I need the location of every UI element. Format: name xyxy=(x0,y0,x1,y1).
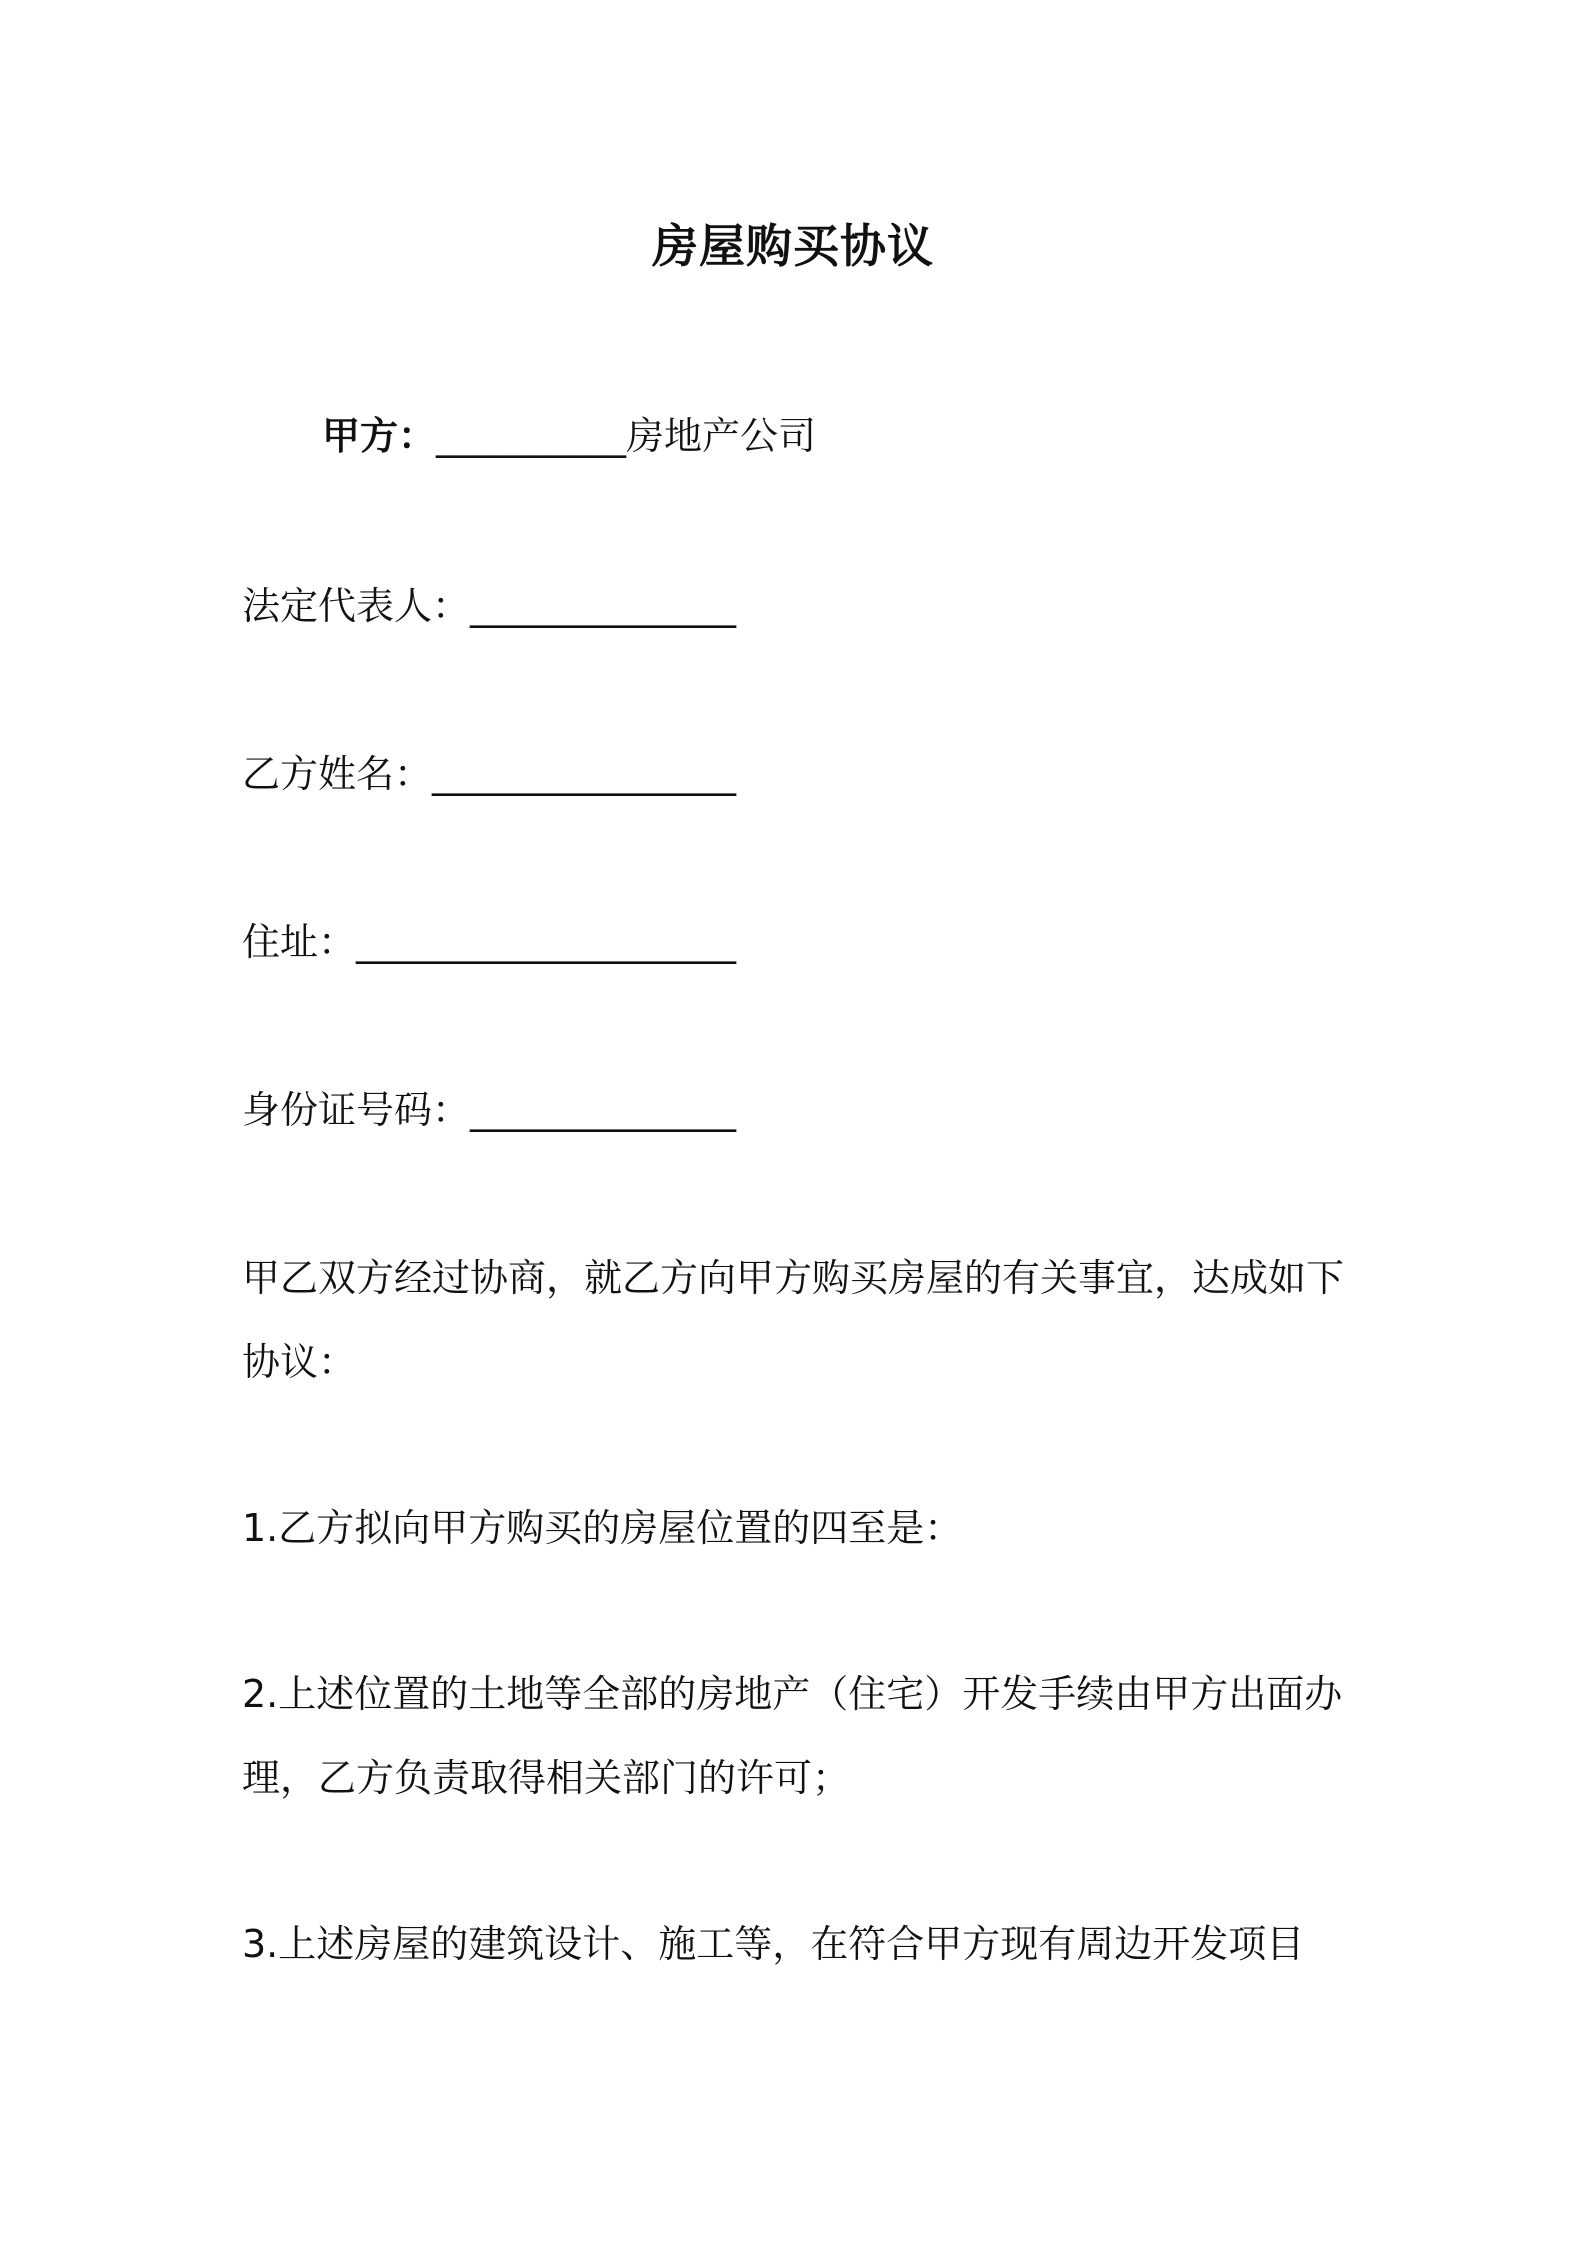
legal-rep-line xyxy=(242,582,736,630)
party-b-name-label: 乙方姓名： xyxy=(242,752,433,796)
address-label: 住址： xyxy=(242,920,357,964)
party-a-blank: __________ xyxy=(436,414,627,458)
clause-1: 1.乙方拟向甲方购买的房屋位置的四至是： xyxy=(242,1506,963,1550)
id-number-line xyxy=(242,1086,736,1134)
party-b-name-line xyxy=(242,750,736,798)
party-b-name-blank: ________________ xyxy=(432,752,737,796)
clause-2: 2.上述位置的土地等全部的房地产（住宅）开发手续由甲方出面办理，乙方负责取得相关部门的许可； xyxy=(242,1672,1343,1800)
legal-rep-label: 法定代表人： xyxy=(242,584,471,628)
address-line xyxy=(242,918,736,966)
address-blank: ____________________ xyxy=(356,920,737,964)
id-number-blank: ______________ xyxy=(470,1088,737,1132)
clause-3: 3.上述房屋的建筑设计、施工等，在符合甲方现有周边开发项目 xyxy=(242,1922,1305,1966)
id-number-label: 身份证号码： xyxy=(242,1088,471,1132)
legal-rep-blank: ______________ xyxy=(470,584,737,628)
document-title: 房屋购买协议 xyxy=(652,219,934,273)
intro-paragraph: 甲乙双方经过协商，就乙方向甲方购买房屋的有关事宜，达成如下协议： xyxy=(242,1256,1345,1384)
party-a-suffix: 房地产公司 xyxy=(626,414,817,458)
party-a-line xyxy=(322,412,816,460)
party-a-label: 甲方： xyxy=(322,414,437,458)
